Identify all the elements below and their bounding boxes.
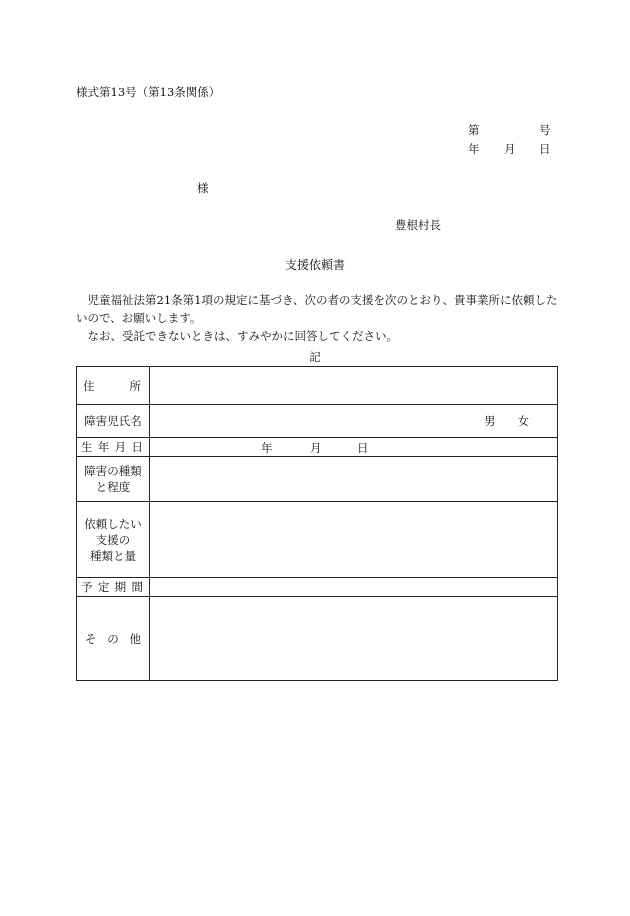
birthdate-label [77, 438, 150, 457]
other-label-char: そ [85, 631, 97, 646]
birthdate-label-char: 日 [131, 440, 143, 454]
period-field[interactable] [150, 578, 558, 597]
row-birthdate [77, 438, 558, 457]
period-label-char: 期 [114, 580, 127, 594]
disability-field[interactable] [150, 457, 558, 502]
other-field[interactable] [150, 597, 558, 681]
document-title: 支援依頼書 [284, 258, 345, 272]
child-name-field[interactable] [150, 405, 558, 438]
sex-female[interactable]: 女 [517, 414, 529, 428]
other-label-char: 他 [129, 631, 141, 646]
other-label [77, 597, 150, 681]
request-form-table [76, 366, 558, 681]
birthdate-label-char: 生 [81, 440, 93, 454]
birthdate-label-char: 月 [114, 440, 127, 454]
period-label-char: 予 [81, 580, 93, 594]
body-text [76, 291, 560, 345]
address-label [77, 367, 150, 405]
disability-label-line: 障害の種類 [84, 464, 142, 478]
row-other [77, 597, 558, 681]
birth-day: 日 [357, 440, 369, 455]
support-label-line: 支援の [95, 532, 131, 547]
row-disability [77, 457, 558, 502]
support-field[interactable] [150, 502, 558, 578]
support-label [77, 502, 150, 578]
row-support [77, 502, 558, 578]
disability-label [77, 457, 150, 502]
sender-name: 豊根村長 [395, 218, 441, 232]
body-paragraph-1: 児童福祉法第21条第1項の規定に基づき、次の者の支援を次のとおり、貴事業所に依頼したいので、お願いします。 [76, 293, 558, 325]
date-day: 日 [539, 142, 551, 156]
ki-heading: 記 [309, 350, 321, 364]
sex-male[interactable]: 男 [484, 414, 496, 428]
address-label-char: 所 [129, 378, 141, 393]
date-year: 年 [468, 142, 480, 156]
disability-label-line: と程度 [95, 480, 131, 494]
support-label-line: 依頼したい [84, 516, 142, 531]
form-id: 様式第13号（第13条関係） [76, 85, 221, 99]
birth-month: 月 [310, 440, 322, 455]
child-name-label: 障害児氏名 [77, 405, 150, 438]
period-label-char: 定 [97, 580, 110, 594]
birth-year: 年 [261, 440, 273, 455]
address-label-char: 住 [83, 378, 95, 393]
row-period [77, 578, 558, 597]
doc-number-prefix: 第 [468, 123, 480, 137]
address-field[interactable] [150, 367, 558, 405]
row-child-name [77, 405, 558, 438]
body-paragraph-2: なお、受託できないときは、すみやかに回答してください。 [87, 329, 398, 343]
doc-number-suffix: 号 [539, 123, 551, 137]
sex-options [150, 413, 557, 429]
birthdate-label-char: 年 [97, 440, 110, 454]
birthdate-field[interactable] [150, 438, 558, 457]
other-label-char: の [107, 631, 119, 646]
recipient-honorific: 様 [197, 181, 209, 195]
period-label-char: 間 [131, 580, 143, 594]
date-month: 月 [504, 142, 516, 156]
row-address [77, 367, 558, 405]
support-label-line: 種類と量 [90, 548, 136, 563]
period-label [77, 578, 150, 597]
